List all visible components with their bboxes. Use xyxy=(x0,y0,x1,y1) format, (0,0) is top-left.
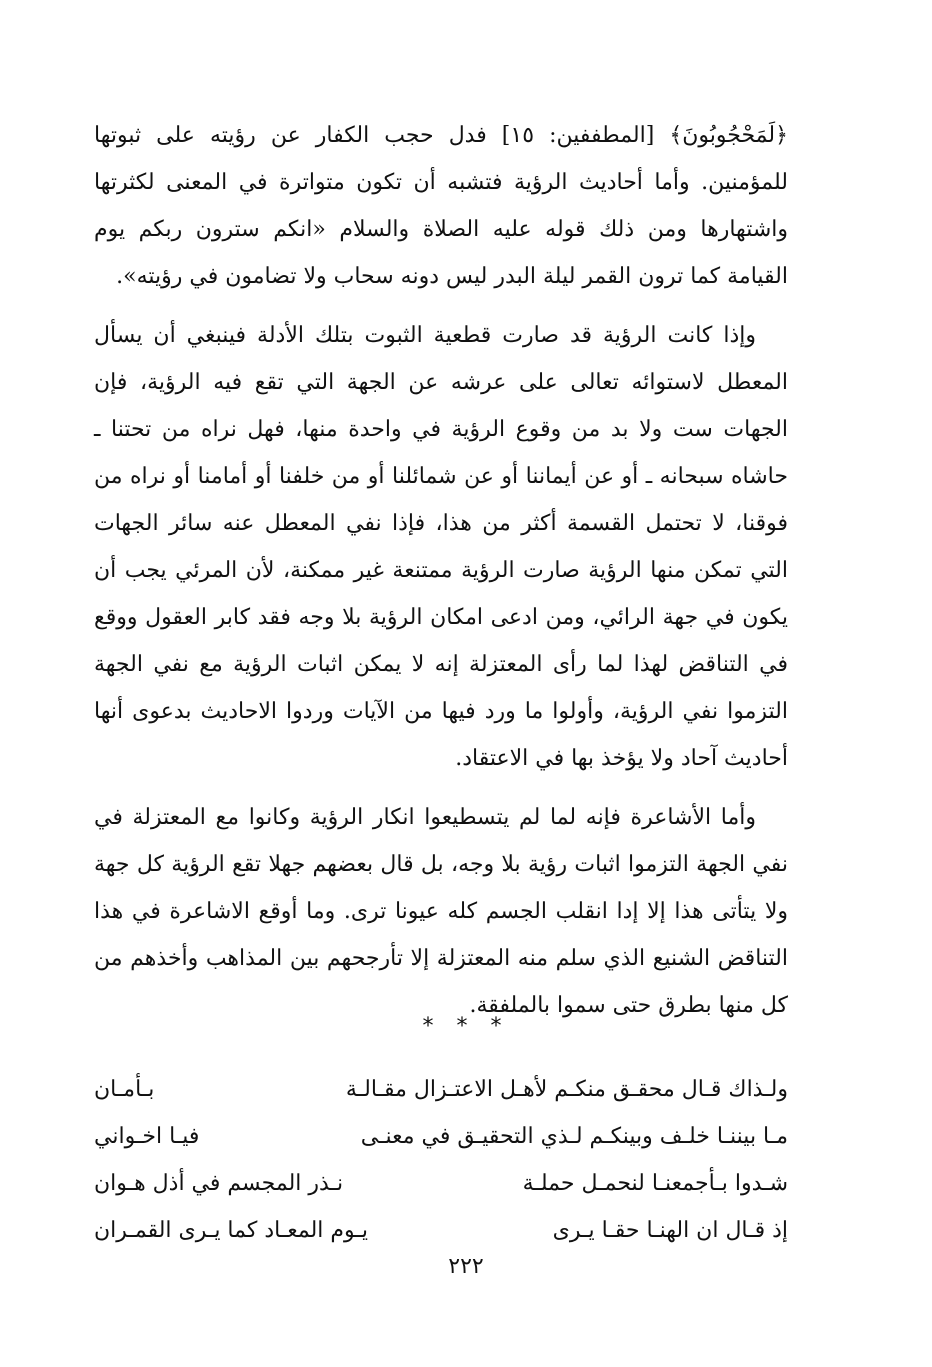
paragraph-2: وإذا كانت الرؤية قد صارت قطعية الثبوت بتلك الأدلة فينبغي أن يسأل المعطل لاستوائه تعالى على عرشه عن الجهة التي تقع فيه الرؤية، فإن الجهات ست ولا بد من وقوع الرؤية في واحدة منها، فهل نراه من تحتنا ـ حاشاه سبحانه ـ أو عن أيماننا أو عن شمائلنا أو من خلفنا أو أمامنا أو نراه من فوقنا، لا تحتمل القسمة أكثر من هذا، فإذا نفي المعطل عنه سائر الجهات التي تمكن منها الرؤية صارت الرؤية ممتنعة غير ممكنة، لأن المرئي يجب أن يكون في جهة الرائي، ومن ادعى امكان الرؤية بلا وجه فقد كابر العقول ووقع في التناقض لهذا لما رأى المعتزلة إنه لا يمكن اثبات الرؤية مع نفي الجهة التزموا نفي الرؤية، وأولوا ما ورد فيها من الآيات وردوا الاحاديث بدعوى أنها أحاديث آحاد ولا يؤخذ بها في الاعتقاد. xyxy=(94,323,788,771)
poem-line xyxy=(94,1207,788,1254)
paragraph-3: وأما الأشاعرة فإنه لما لم يتسطيعوا انكار الرؤية وكانوا مع المعتزلة في نفي الجهة التزموا اثبات رؤية بلا وجه، بل قال بعضهم جهلا تقع الرؤية كل جهة ولا يتأتى هذا إلا إدا انقلب الجسم كله عيونا ترى. وما أوقع الاشاعرة في هذا التناقض الشنيع الذي سلم منه المعتزلة إلا تأرجحهم بين المذاهب وأخذهم من كل منها بطرق حتى سموا بالملفقة. xyxy=(94,805,788,1018)
poem-second-hemistich: فيـا اخـواني xyxy=(94,1124,200,1149)
poem xyxy=(94,1066,788,1254)
poem-first-hemistich: مـا بيننـا خلـف وبينكـم لـذي التحقيـق في معنـى xyxy=(360,1124,788,1149)
body-text xyxy=(94,112,788,1029)
section-separator: * * * xyxy=(422,1014,510,1039)
poem-second-hemistich: نـذر المجسم في أذل هـوان xyxy=(94,1171,344,1196)
paragraph-1: ﴿لَمَحْجُوبُونَ﴾ [المطففين: ١٥] فدل حجب الكفار عن رؤيته على ثبوتها للمؤمنين. وأما أحاديث الرؤية فتشبه أن تكون متواترة في المعنى لكثرتها واشتهارها ومن ذلك قوله عليه الصلاة والسلام «انكم سترون ربكم يوم القيامة كما ترون القمر ليلة البدر ليس دونه سحاب ولا تضامون في رؤيته». xyxy=(94,123,788,289)
poem-first-hemistich: ولـذاك قـال محقـق منكـم لأهـل الاعتـزال مقـالـة xyxy=(345,1077,788,1102)
poem-first-hemistich: إذ قـال ان الهنـا حقـا يـرى xyxy=(552,1218,788,1243)
page-number: ٢٢٢ xyxy=(448,1254,484,1279)
poem-second-hemistich: بـأمـان xyxy=(94,1077,155,1102)
poem-first-hemistich: شـدوا بـأجمعنـا لنحمـل حملـة xyxy=(522,1171,788,1196)
poem-line xyxy=(94,1113,788,1160)
poem-second-hemistich: يـوم المعـاد كما يـرى القمـران xyxy=(94,1218,368,1243)
poem-line xyxy=(94,1160,788,1207)
poem-line xyxy=(94,1066,788,1113)
